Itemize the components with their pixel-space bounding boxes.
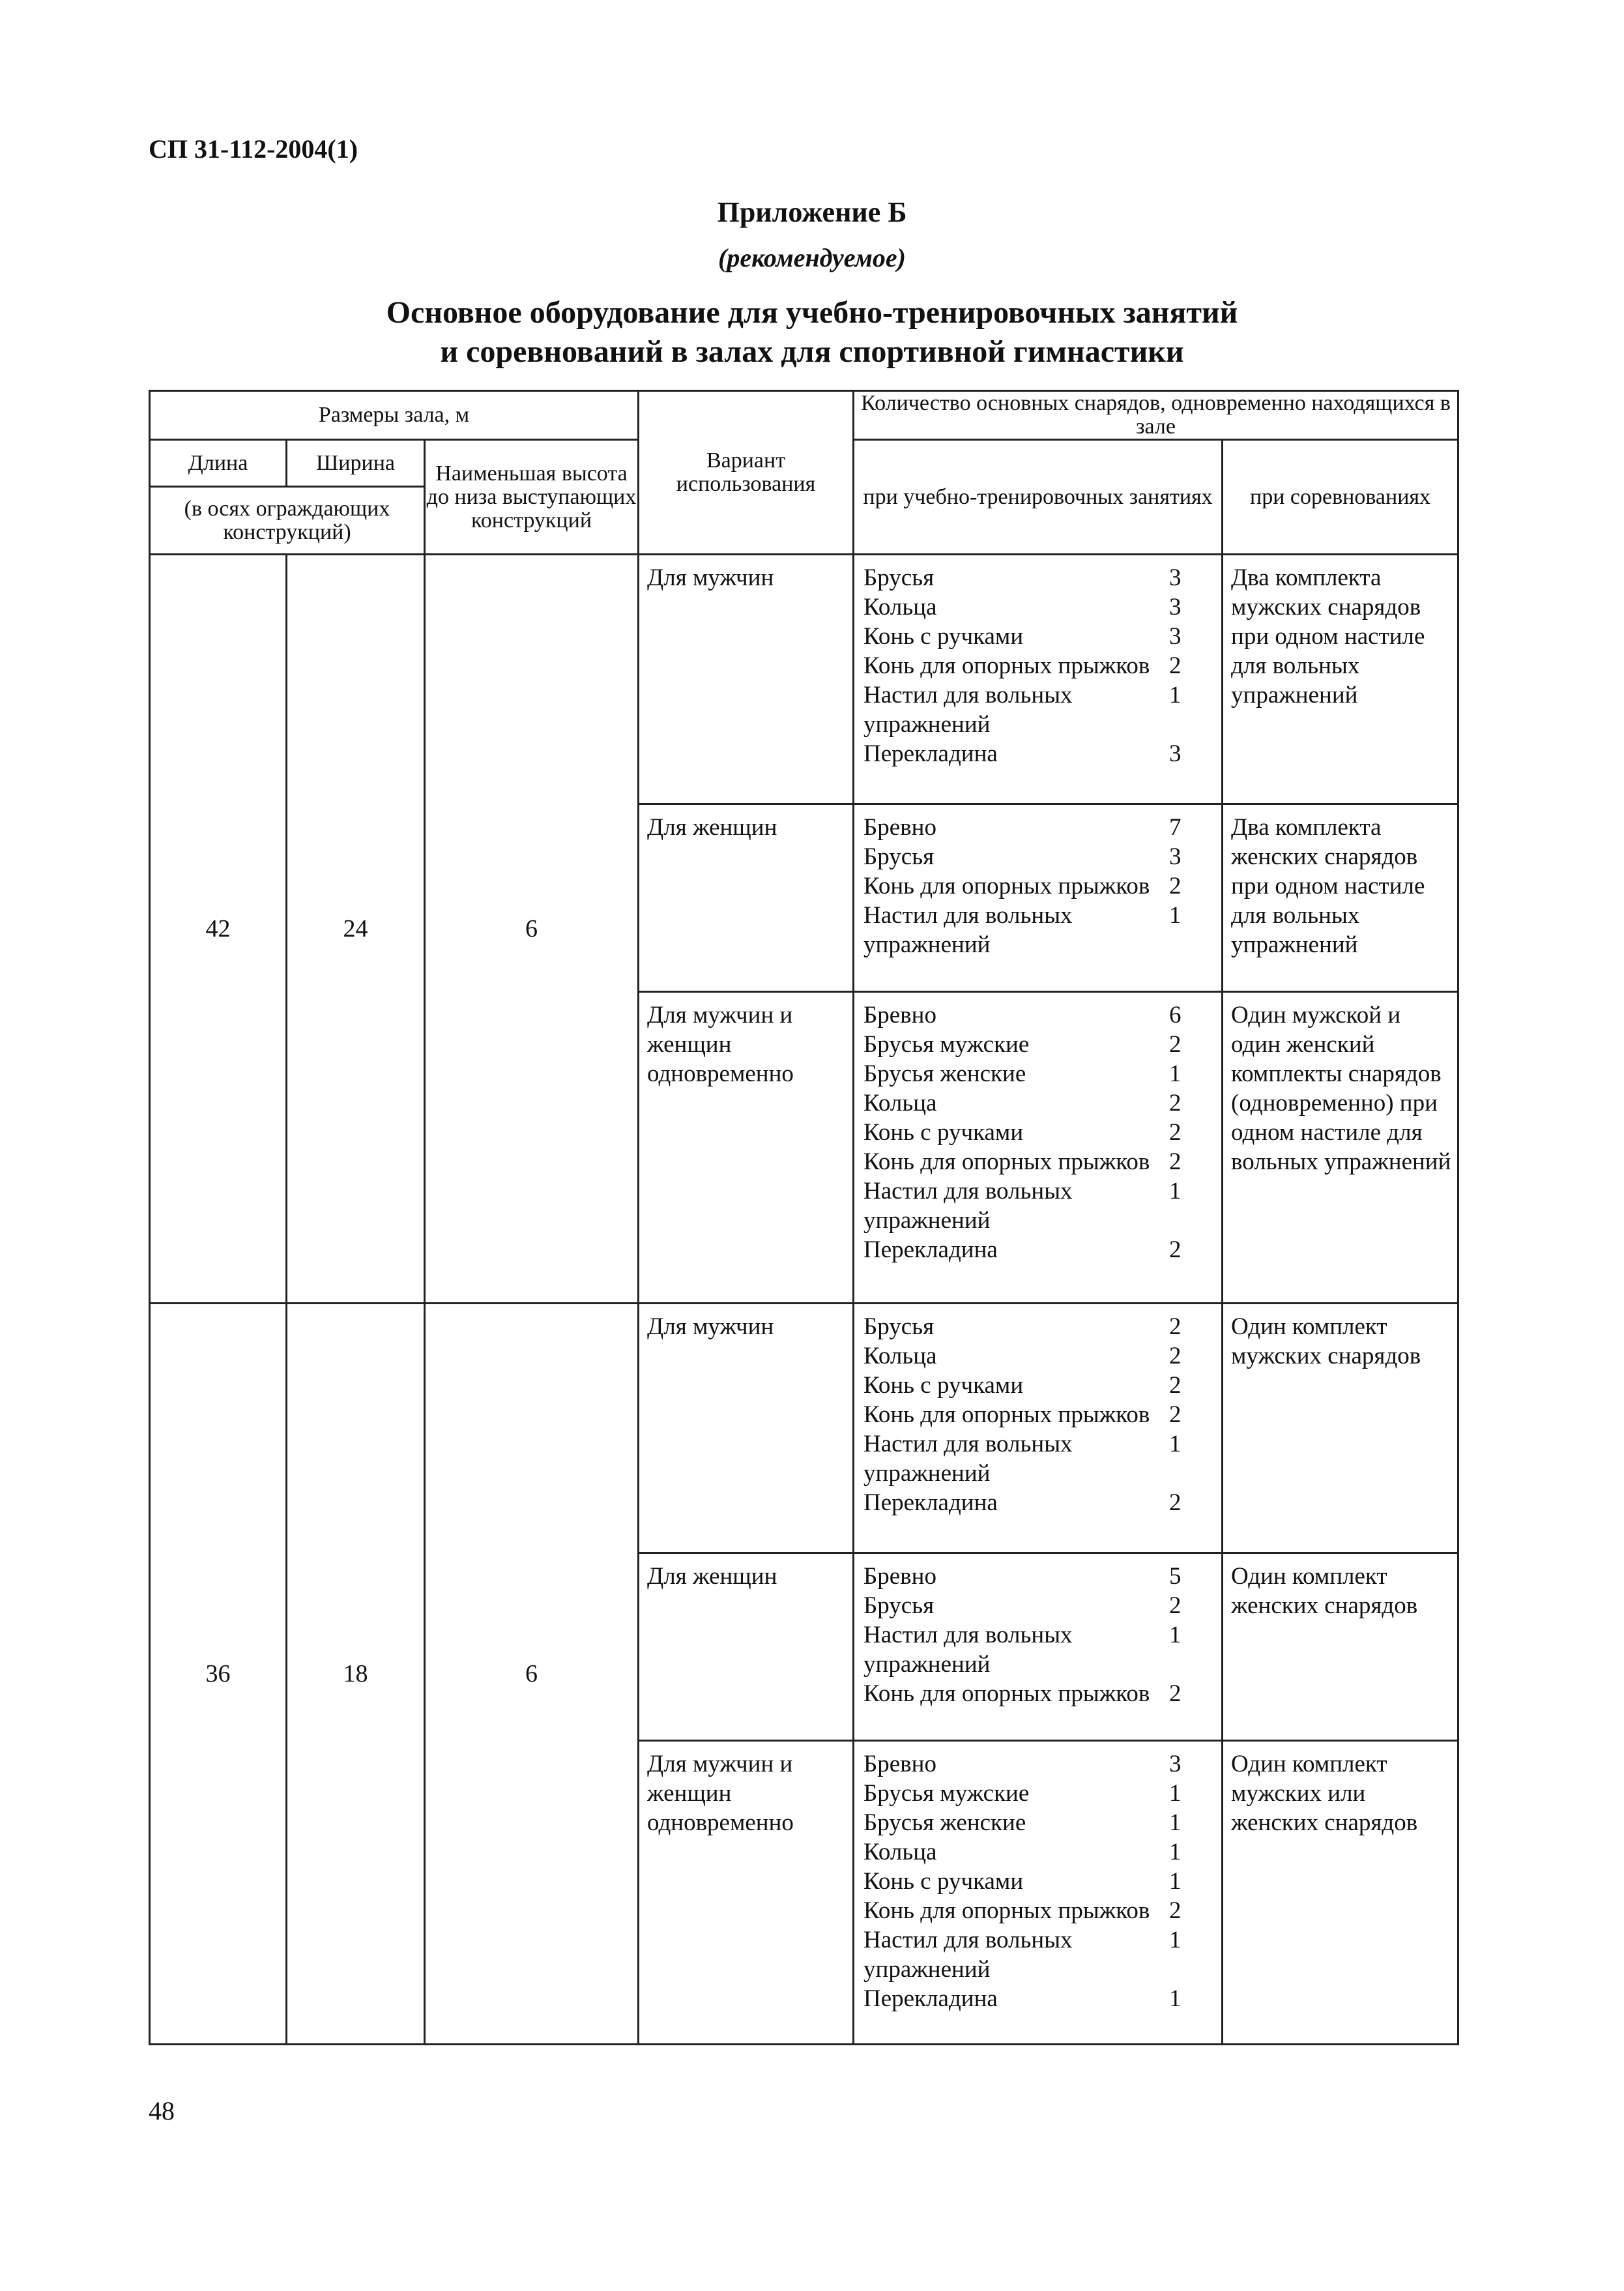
equipment-name: Брусья женские [863,1809,1026,1836]
equipment-count: 2 [1169,1236,1182,1263]
axes-note: (в осях ограждающих конструкций) [150,487,425,555]
length-header: Длина [150,440,287,487]
competition-cell: Два комплекта мужских снарядов при одном настиле для вольных упражнений [1223,555,1458,804]
equipment-count: 2 [1169,1090,1182,1116]
equipment-name: Бревно [863,1002,936,1029]
equipment-name: Перекладина [863,740,998,767]
equipment-count: 1 [1169,1178,1182,1204]
equipment-count: 3 [1169,564,1182,591]
equipment-item [863,1867,1215,1896]
equipment-name: Настил для вольных упражнений [863,902,1073,958]
equipment-item [863,1030,1215,1059]
equipment-count: 3 [1169,740,1182,767]
equipment-item [863,1059,1215,1088]
equipment-item [863,871,1215,901]
hall-size-header: Размеры зала, м [150,391,639,440]
equipment-count: 2 [1169,1897,1182,1924]
equipment-item [863,1896,1215,1925]
equipment-item [863,842,1215,871]
equipment-item [863,1400,1215,1429]
hall-width: 18 [287,1304,425,2045]
equipment-item [863,622,1215,651]
equipment-count: 1 [1169,1927,1182,1953]
equipment-name: Конь с ручками [863,1868,1024,1895]
equipment-count: 1 [1169,1868,1182,1895]
equipment-name: Конь для опорных прыжков [863,1680,1150,1707]
equipment-count: 2 [1169,873,1182,899]
hall-height: 6 [425,555,639,1304]
equipment-item [863,1562,1215,1591]
equipment-name: Перекладина [863,1236,998,1263]
equipment-name: Брусья мужские [863,1780,1030,1807]
equipment-name: Брусья [863,1592,935,1619]
competition-cell: Два комплекта женских снарядов при одном настиле для вольных упражнений [1223,804,1458,992]
equipment-name: Конь для опорных прыжков [863,1401,1150,1428]
table-title [0,293,1624,372]
equipment-name: Бревно [863,1563,936,1590]
equipment-item [863,1679,1215,1708]
competition-cell: Один комплект мужских снарядов [1223,1304,1458,1553]
equipment-count: 5 [1169,1563,1182,1590]
variant-cell: Для мужчин [639,555,854,804]
equipment-name: Брусья женские [863,1060,1026,1087]
equipment-list [854,1553,1223,1741]
equipment-item [863,1000,1215,1030]
min-height-header: Наименьшая высота до низа выступающих конструкций [425,440,639,555]
equipment-item [863,1925,1215,1984]
equipment-list [854,1741,1223,2045]
equipment-list [854,555,1223,804]
equipment-name: Настил для вольных упражнений [863,1178,1073,1234]
equipment-item [863,1808,1215,1837]
variant-cell: Для мужчин [639,1304,854,1553]
equipment-name: Конь для опорных прыжков [863,1148,1150,1175]
variant-cell: Для мужчин и женщин одновременно [639,992,854,1304]
variant-header: Вариант использования [639,391,854,555]
equipment-name: Перекладина [863,1985,998,2012]
page-number: 48 [149,2096,175,2125]
equipment-name: Брусья [863,564,935,591]
equipment-name: Кольца [863,1343,937,1369]
equipment-count: 1 [1169,1060,1182,1087]
competition-cell: Один комплект женских снарядов [1223,1553,1458,1741]
equipment-item [863,739,1215,768]
equipment-item [863,1779,1215,1808]
equipment-name: Конь с ручками [863,623,1024,650]
equipment-item [863,1984,1215,2013]
document-code: СП 31-112-2004(1) [149,134,358,164]
equipment-count-header: Количество основных снарядов, одновременно находящихся в зале [854,391,1458,440]
equipment-name: Кольца [863,1839,937,1865]
equipment-count: 2 [1169,1313,1182,1340]
equipment-item [863,1147,1215,1176]
equipment-name: Брусья [863,1313,935,1340]
equipment-name: Бревно [863,1751,936,1777]
equipment-item [863,813,1215,842]
equipment-count: 1 [1169,1622,1182,1648]
equipment-name: Брусья [863,843,935,870]
competition-cell: Один комплект мужских или женских снарядов [1223,1741,1458,2045]
equipment-count: 2 [1169,1343,1182,1369]
hall-length: 42 [150,555,287,1304]
hall-length: 36 [150,1304,287,2045]
table-title-line1: Основное оборудование для учебно-тренировочных занятий [386,295,1238,330]
equipment-list [854,804,1223,992]
equipment-list [854,1304,1223,1553]
equipment-count: 2 [1169,1372,1182,1399]
equipment-item [863,651,1215,680]
equipment-count: 2 [1169,1592,1182,1619]
equipment-count: 1 [1169,1780,1182,1807]
competition-cell: Один мужской и один женский комплекты снарядов (одновременно) при одном настиле для вольных упражнений [1223,992,1458,1304]
hall-width: 24 [287,555,425,1304]
equipment-count: 2 [1169,652,1182,679]
equipment-item [863,680,1215,739]
variant-cell: Для женщин [639,1553,854,1741]
equipment-count: 3 [1169,594,1182,620]
equipment-count: 2 [1169,1680,1182,1707]
equipment-table [149,390,1459,2045]
width-header: Ширина [287,440,425,487]
equipment-count: 2 [1169,1148,1182,1175]
equipment-name: Перекладина [863,1489,998,1516]
equipment-item [863,592,1215,622]
hall-height: 6 [425,1304,639,2045]
equipment-count: 7 [1169,814,1182,841]
equipment-item [863,1620,1215,1679]
appendix-heading: Приложение Б [717,196,907,228]
equipment-count: 6 [1169,1002,1182,1029]
equipment-name: Настил для вольных упражнений [863,682,1073,738]
equipment-item [863,1488,1215,1517]
equipment-count: 3 [1169,1751,1182,1777]
equipment-count: 2 [1169,1401,1182,1428]
equipment-name: Кольца [863,594,937,620]
equipment-count: 1 [1169,902,1182,929]
equipment-item [863,1118,1215,1147]
training-header: при учебно-тренировочных занятиях [854,440,1223,555]
competition-header: при соревнованиях [1223,440,1458,555]
equipment-count: 2 [1169,1119,1182,1146]
equipment-item [863,1371,1215,1400]
equipment-count: 2 [1169,1489,1182,1516]
equipment-name: Настил для вольных упражнений [863,1622,1073,1678]
equipment-item [863,1341,1215,1371]
variant-cell: Для мужчин и женщин одновременно [639,1741,854,2045]
equipment-item [863,563,1215,592]
equipment-list [854,992,1223,1304]
equipment-name: Настил для вольных упражнений [863,1431,1073,1487]
equipment-item [863,1312,1215,1341]
equipment-count: 1 [1169,1431,1182,1457]
table-title-line2: и соревнований в залах для спортивной гимнастики [440,334,1184,369]
equipment-name: Конь для опорных прыжков [863,873,1150,899]
equipment-item [863,1176,1215,1235]
equipment-count: 1 [1169,1985,1182,2012]
equipment-item [863,1591,1215,1620]
equipment-item [863,1429,1215,1488]
equipment-item [863,1235,1215,1264]
equipment-count: 1 [1169,1809,1182,1836]
equipment-item [863,901,1215,959]
equipment-name: Брусья мужские [863,1031,1030,1058]
equipment-item [863,1749,1215,1779]
equipment-count: 1 [1169,1839,1182,1865]
equipment-count: 3 [1169,623,1182,650]
equipment-name: Конь с ручками [863,1372,1024,1399]
equipment-name: Настил для вольных упражнений [863,1927,1073,1983]
equipment-count: 3 [1169,843,1182,870]
equipment-count: 1 [1169,682,1182,708]
equipment-name: Конь для опорных прыжков [863,652,1150,679]
equipment-name: Кольца [863,1090,937,1116]
variant-cell: Для женщин [639,804,854,992]
equipment-name: Бревно [863,814,936,841]
equipment-name: Конь для опорных прыжков [863,1897,1150,1924]
equipment-name: Конь с ручками [863,1119,1024,1146]
appendix-status: (рекомендуемое) [718,243,906,272]
equipment-count: 2 [1169,1031,1182,1058]
equipment-item [863,1088,1215,1118]
equipment-item [863,1837,1215,1867]
